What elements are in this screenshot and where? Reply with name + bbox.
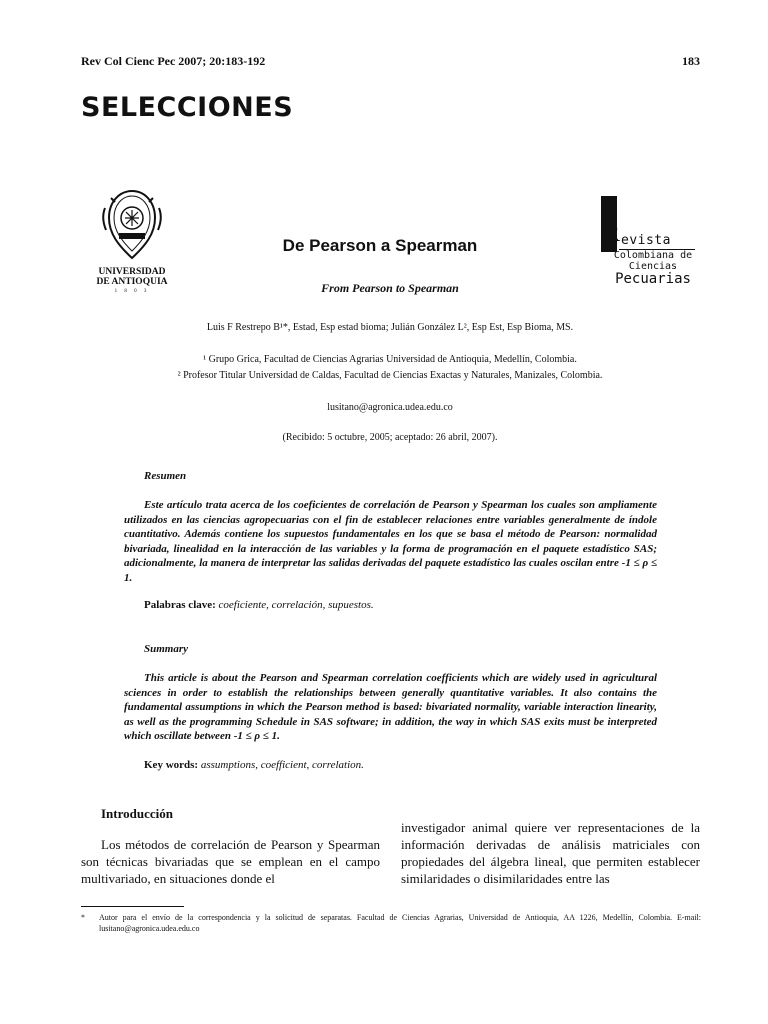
resumen-heading: Resumen — [144, 470, 187, 482]
summary-heading: Summary — [144, 643, 189, 655]
footnote-text: Autor para el envío de la correspondencia y la solicitud de separatas. Facultad de Ciencias Agrarias, Universidad de Antioquia, AA 1226, Medellín, Colombia. E-mail: lusitano@agronica.udea.edu.co — [99, 913, 701, 933]
page-number: 183 — [682, 54, 700, 68]
journal-citation: Rev Col Cienc Pec 2007; 20:183-192 — [81, 54, 266, 68]
summary-keywords-label: Key words: — [144, 759, 199, 771]
introduction-heading: Introducción — [101, 806, 173, 821]
footnote-marker: * — [81, 913, 85, 922]
resumen-keywords-label: Palabras clave: — [144, 599, 216, 611]
journal-logo-line4: Pecuarias — [615, 271, 691, 287]
received-dates: (Recibido: 5 octubre, 2005; aceptado: 26 abril, 2007). — [282, 432, 498, 443]
affiliation-2: ² Profesor Titular Universidad de Caldas, Facultad de Ciencias Exactas y Naturales, Manizales, Colombia. — [177, 370, 603, 381]
summary-keywords — [144, 759, 364, 771]
affiliation-1: ¹ Grupo Grica, Facultad de Ciencias Agrarias Universidad de Antioquia, Medellín, Colombia. — [203, 354, 577, 365]
university-name-line2: DE ANTIOQUIA — [96, 277, 168, 287]
introduction-column-1: Los métodos de correlación de Pearson y Spearman son técnicas bivariadas que se emplean en el campo multivariado, en situaciones donde el — [81, 837, 380, 886]
footnote-rule — [81, 906, 184, 907]
summary-text: This article is about the Pearson and Spearman correlation coefficients which are widely used in agricultural sciences in order to establish the relationships between generally quantitative variables. It also contains the fundamental assumptions in which the Pearson method is based: bivariated normality, variable interaction linearity, as well as the programming Schedule in SAS software; in addition, the way in which SAS exits must be interpreted which oscillate between -1 ≤ ρ ≤ 1. — [124, 672, 657, 742]
resumen-keywords-value: coeficiente, correlación, supuestos. — [218, 599, 374, 611]
section-title: SELECCIONES — [81, 92, 294, 123]
resumen-keywords — [144, 599, 374, 611]
university-year: 1 8 0 3 — [114, 289, 150, 294]
resumen-text: Este artículo trata acerca de los coeficientes de correlación de Pearson y Spearman los cuales son ampliamente utilizados en las ciencias agropecuarias con el fin de establecer relaciones entre variables generalmente de índole cuantitativo. Además contiene los supuestos fundamentales en los que se basa el método de Pearson: normalidad bivariada, linealidad en la interacción de las variables y la forma de programación en el paquete estadístico SAS; adicionalmente, la manera de interpretar las salidas derivadas del paquete estadístico las cuales oscilan entre -1 ≤ ρ ≤ 1. — [124, 499, 657, 584]
journal-logo-initial: R — [604, 221, 621, 247]
author-email: lusitano@agronica.udea.edu.co — [327, 402, 453, 413]
journal-logo-line2: Colombiana de — [613, 250, 693, 261]
footnote — [81, 912, 701, 934]
article-subtitle: From Pearson to Spearman — [321, 281, 459, 295]
journal-logo-line3: Ciencias — [628, 261, 678, 272]
university-name-line1: UNIVERSIDAD — [98, 267, 166, 277]
summary-keywords-value: assumptions, coefficient, correlation. — [200, 759, 364, 771]
introduction-column-2: investigador animal quiere ver representaciones de la información derivadas de análisis matriciales con propiedades del álgebra lineal, que permiten establecer similaridades o disimilaridades entre las — [401, 820, 700, 886]
journal-logo-rest: evista — [621, 233, 671, 248]
article-title: De Pearson a Spearman — [282, 236, 478, 255]
authors: Luis F Restrepo B¹*, Estad, Esp estad bioma; Julián González L², Esp Est, Esp Bioma, MS. — [206, 322, 574, 333]
